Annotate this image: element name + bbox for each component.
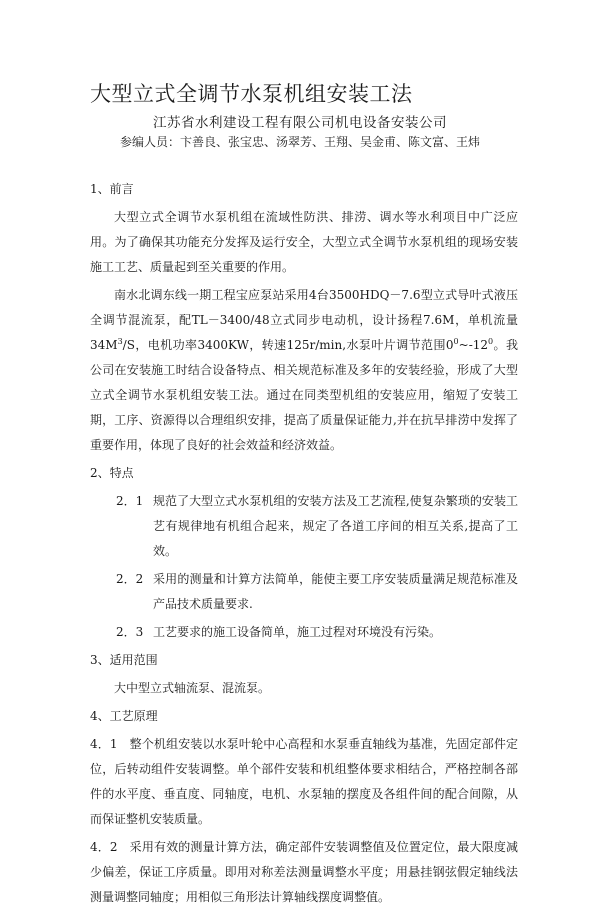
document-title: 大型立式全调节水泵机组安装工法 [90,82,413,106]
text-run: ~-12 [458,338,489,352]
paragraph: 大中型立式轴流泵、混流泵。 [114,681,271,695]
organization-name: 江苏省水利建设工程有限公司机电设备安装公司 [153,115,447,131]
superscript: 0 [488,337,494,346]
paragraph: 大型立式全调节水泵机组在流域性防洪、排涝、调水等水利项目中广泛应用。为了确保其功能充分发挥及运行安全，大型立式全调节水泵机组的现场安装施工工艺、质量起到至关重要的作用。 [90,210,518,274]
item-number: 2．1 [116,494,144,508]
item-text: 工艺要求的施工设备简单，施工过程对环境没有污染。 [153,625,442,639]
item-number: 4．1 [90,737,118,751]
section-heading-scope: 3、适用范围 [90,653,158,667]
section-heading-principle: 4、工艺原理 [90,709,158,723]
paragraph-project-intro [90,283,518,458]
list-item [90,620,518,645]
item-number: 4．2 [90,840,118,854]
text-run: 南水北调东线一期工程宝应泵站采用4台3500HDQ－7.6型立式导叶式液压全调节混流泵，配TL－3400/48立式同步电动机，设计扬程7.6M，单机流量34M [90,288,518,352]
section-heading-features: 2、特点 [90,466,134,480]
section-heading-foreword: 1、前言 [90,182,134,196]
text-run: 。我公司在安装施工时结合设备特点、相关规范标准及多年的安装经验，形成了大型立式全调节水泵机组安装工法。通过在同类型机组的安装应用，缩短了安装工期，工序、资源得以合理组织安排，提高了质量保证能力,并在抗旱排涝中发挥了重要作用，体现了良好的社会效益和经济效益。 [90,338,518,452]
document-body [90,177,518,913]
list-item [90,489,518,564]
item-text: 采用的测量和计算方法简单，能使主要工序安装质量满足规范标准及产品技术质量要求. [153,572,518,611]
item-text: 采用有效的测量计算方法，确定部件安装调整值及位置定位，最大限度减少偏差，保证工序质量。即用对称差法测量调整水平度；用悬挂钢弦假定轴线法测量调整同轴度；用相似三角形法计算轴线摆度调整值。 [90,840,518,904]
item-number: 2．3 [116,625,144,639]
list-item [90,567,518,617]
item-text: 规范了大型立式水泵机组的安装方法及工艺流程,使复杂繁琐的安装工艺有规律地有机组合起来，规定了各道工序间的相互关系,提高了工效。 [153,494,518,558]
author-list: 参编人员：卞善良、张宝忠、汤翠芳、王翔、吴金甫、陈文富、王炜 [119,135,480,149]
list-item [90,732,518,832]
list-item [90,835,518,910]
superscript: 0 [453,337,459,346]
item-number: 2．2 [116,572,144,586]
item-text: 整个机组安装以水泵叶轮中心高程和水泵垂直轴线为基准，先固定部件定位，后转动组件安装调整。单个部件安装和机组整体要求相结合，严格控制各部件的水平度、垂直度、同轴度，电机、水泵轴的摆度及各组件间的配合间隙，从而保证整机安装质量。 [90,737,518,826]
text-run: /S，电机功率3400KW，转速125r/min,水泵叶片调节范围0 [122,338,454,352]
superscript: 3 [117,337,123,346]
